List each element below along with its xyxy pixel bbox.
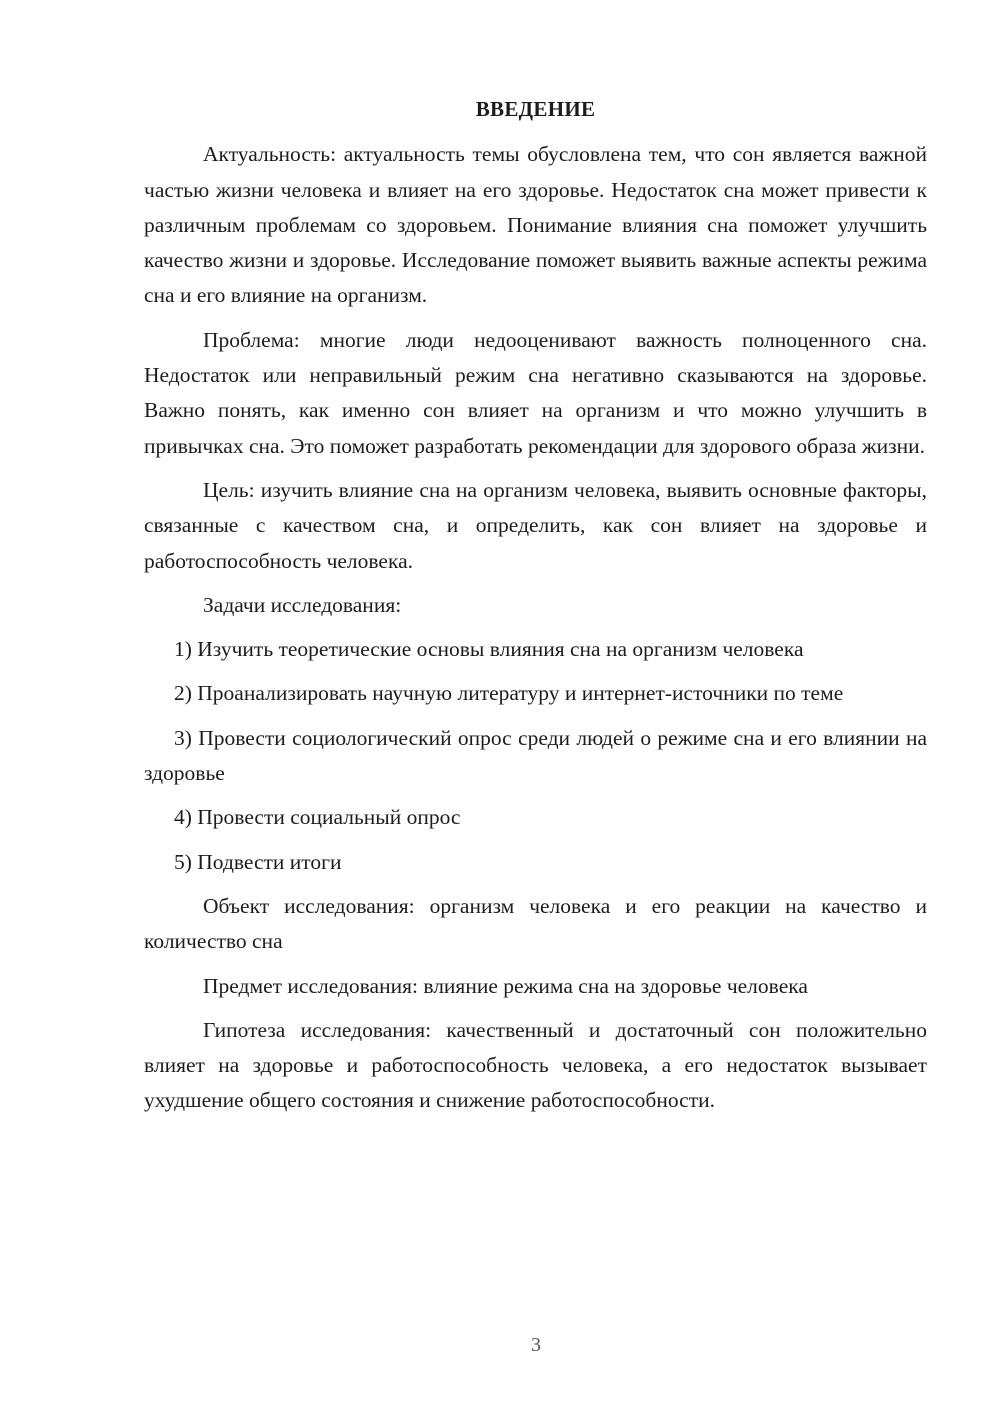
section-title: ВВЕДЕНИЕ [475, 97, 596, 121]
paragraph-problem: Проблема: многие люди недооценивают важность полноценного сна. Недостаток или неправильный режим сна негативно сказываются на здоровье. Важно понять, как именно сон влияет на организм и что можно улучшить в привычках сна. Это поможет разработать рекомендации для здорового образа жизни. [144, 327, 927, 458]
task-item-4: 4) Провести социальный опрос [174, 805, 461, 830]
paragraph-subject: Предмет исследования: влияние режима сна на здоровье человека [203, 973, 808, 998]
paragraph-goal: Цель: изучить влияние сна на организм человека, выявить основные факторы, связанные с качеством сна, и определить, как сон влияет на здоровье и работоспособность человека. [144, 477, 927, 573]
task-item-2: 2) Проанализировать научную литературу и интернет-источники по теме [174, 681, 844, 706]
page-number: 3 [531, 1334, 541, 1356]
paragraph-hypothesis: Гипотеза исследования: качественный и достаточный сон положительно влияет на здоровье и работоспособность человека, а его недостаток вызывает ухудшение общего состояния и снижение работоспособности. [144, 1017, 927, 1113]
task-item-3: 3) Провести социологический опрос среди людей о режиме сна и его влиянии на здоровье [144, 725, 927, 786]
paragraph-object: Объект исследования: организм человека и его реакции на качество и количество сна [144, 893, 927, 954]
document-page [144, 96, 927, 1128]
paragraph-relevance: Актуальность: актуальность темы обусловлена тем, что сон является важной частью жизни человека и влияет на его здоровье. Недостаток сна может привести к различным проблемам со здоровьем. Понимание влияния сна поможет улучшить качество жизни и здоровье. Исследование поможет выявить важные аспекты режима сна и его влияние на организм. [144, 142, 927, 308]
task-item-1: 1) Изучить теоретические основы влияния сна на организм человека [174, 637, 804, 662]
task-item-5: 5) Подвести итоги [174, 849, 342, 874]
paragraph-tasks-heading: Задачи исследования: [203, 592, 402, 617]
